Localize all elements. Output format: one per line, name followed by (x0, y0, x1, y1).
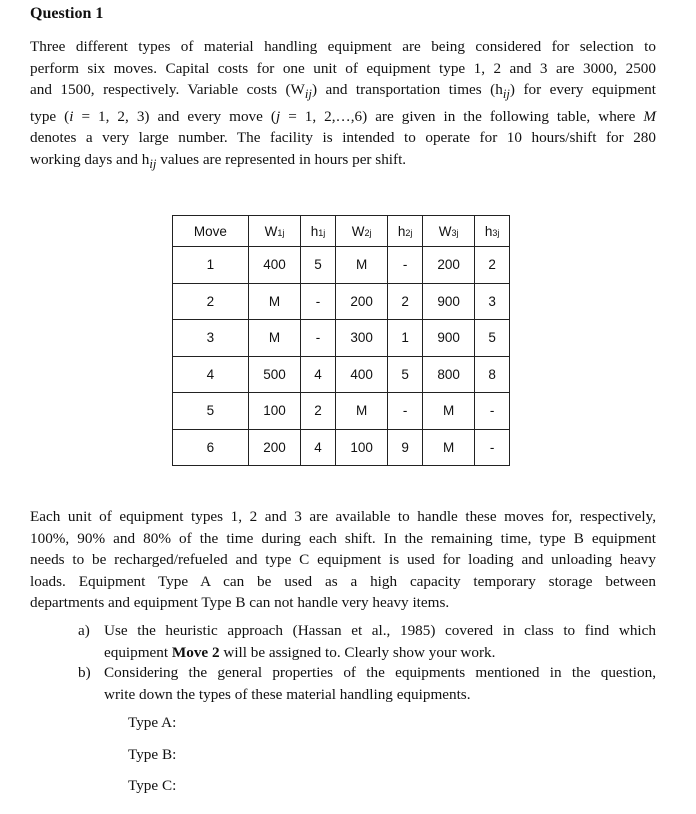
table-cell: 2 (475, 247, 510, 284)
availability-line: needs to be recharged/refueled and type C equipment is used for loading and unloading heavy (30, 551, 656, 569)
table-cell: - (388, 247, 423, 284)
table-cell: 4 (301, 429, 336, 466)
availability-line: departments and equipment Type B can not handle very heavy items. (30, 594, 450, 612)
table-cell: M (335, 247, 387, 284)
table-cell: 300 (335, 320, 387, 357)
part-a-text: equipment Move 2 will be assigned to. Clearly show your work. (104, 643, 496, 661)
table-row (173, 283, 510, 320)
table-cell: 2 (301, 393, 336, 430)
table-cell: M (422, 429, 474, 466)
table-cell: 8 (475, 356, 510, 393)
equipment-cost-table (172, 215, 510, 466)
intro-line: and 1500, respectively. Variable costs $(W_{ij})$ and transportation times $(h_{ij})$ for every equipment (30, 81, 656, 102)
table-cell: 9 (388, 429, 423, 466)
part-b-text: write down the types of these material handling equipments. (104, 685, 471, 703)
table-cell: 100 (248, 393, 300, 430)
part-b (78, 662, 656, 705)
column-header: h3j (475, 216, 510, 247)
type-b-answer-label: Type B: (128, 746, 177, 763)
column-header: W2j (335, 216, 387, 247)
table-cell: 5 (173, 393, 249, 430)
table-cell: 400 (248, 247, 300, 284)
part-a (78, 620, 656, 663)
part-b-label: b) (78, 664, 91, 681)
question-title: Question 1 (30, 5, 104, 22)
table-cell: - (301, 320, 336, 357)
table-cell: M (248, 320, 300, 357)
table-cell: 900 (422, 283, 474, 320)
move-2-emphasis: Move 2 (171, 643, 220, 661)
table-cell: 500 (248, 356, 300, 393)
table-row (173, 356, 510, 393)
intro-line: denotes a very large number. The facility is intended to operate for 10 hours/shift for 280 (30, 129, 656, 147)
table-header-row (173, 216, 510, 247)
table-cell: 900 (422, 320, 474, 357)
table-cell: - (475, 429, 510, 466)
column-header: h1j (301, 216, 336, 247)
table-cell: 4 (301, 356, 336, 393)
column-header: Move (173, 216, 249, 247)
type-a-answer-label: Type A: (128, 714, 177, 731)
intro-line: working days and $h_{ij}$ values are represented in hours per shift. (30, 151, 407, 172)
table-cell: - (388, 393, 423, 430)
table-cell: 5 (388, 356, 423, 393)
table-cell: 2 (388, 283, 423, 320)
part-b-text: Considering the general properties of the equipments mentioned in the question, (104, 664, 656, 681)
table-cell: M (335, 393, 387, 430)
column-header: W3j (422, 216, 474, 247)
table-cell: 2 (173, 283, 249, 320)
column-header: W1j (248, 216, 300, 247)
table-cell: 200 (248, 429, 300, 466)
table-cell: M (248, 283, 300, 320)
table-cell: M (422, 393, 474, 430)
table-cell: 1 (173, 247, 249, 284)
table-cell: 5 (475, 320, 510, 357)
table-cell: 400 (335, 356, 387, 393)
table-row (173, 320, 510, 357)
table-cell: - (301, 283, 336, 320)
table-cell: 6 (173, 429, 249, 466)
table-cell: 1 (388, 320, 423, 357)
table-cell: 800 (422, 356, 474, 393)
problem-intro (30, 36, 656, 176)
availability-line: 100%, 90% and 80% of the time during each shift. In the remaining time, type B equipment (30, 529, 656, 547)
intro-line: type (i = 1, 2, 3) and every move (j = 1, 2,…,6) are given in the following table, where M (30, 107, 656, 125)
availability-paragraph (30, 506, 656, 614)
table-cell: 200 (422, 247, 474, 284)
table-row (173, 247, 510, 284)
intro-line: Three different types of material handling equipment are being considered for selection to (30, 38, 656, 55)
availability-line: Each unit of equipment types 1, 2 and 3 are available to handle these moves for, respectively, (30, 508, 656, 525)
table-row (173, 429, 510, 466)
table-cell: 3 (475, 283, 510, 320)
type-c-answer-label: Type C: (128, 777, 177, 794)
table-cell: 4 (173, 356, 249, 393)
table-cell: 100 (335, 429, 387, 466)
part-a-text: Use the heuristic approach (Hassan et al., 1985) covered in class to find which (104, 622, 656, 639)
availability-line: loads. Equipment Type A can be used as a high capacity temporary storage between (30, 572, 656, 590)
part-a-label: a) (78, 622, 90, 639)
column-header: h2j (388, 216, 423, 247)
table-cell: 200 (335, 283, 387, 320)
table-cell: 5 (301, 247, 336, 284)
table-cell: 3 (173, 320, 249, 357)
intro-line: perform six moves. Capital costs for one unit of equipment type 1, 2 and 3 are 3000, 2500 (30, 59, 656, 77)
table-cell: - (475, 393, 510, 430)
table-row (173, 393, 510, 430)
